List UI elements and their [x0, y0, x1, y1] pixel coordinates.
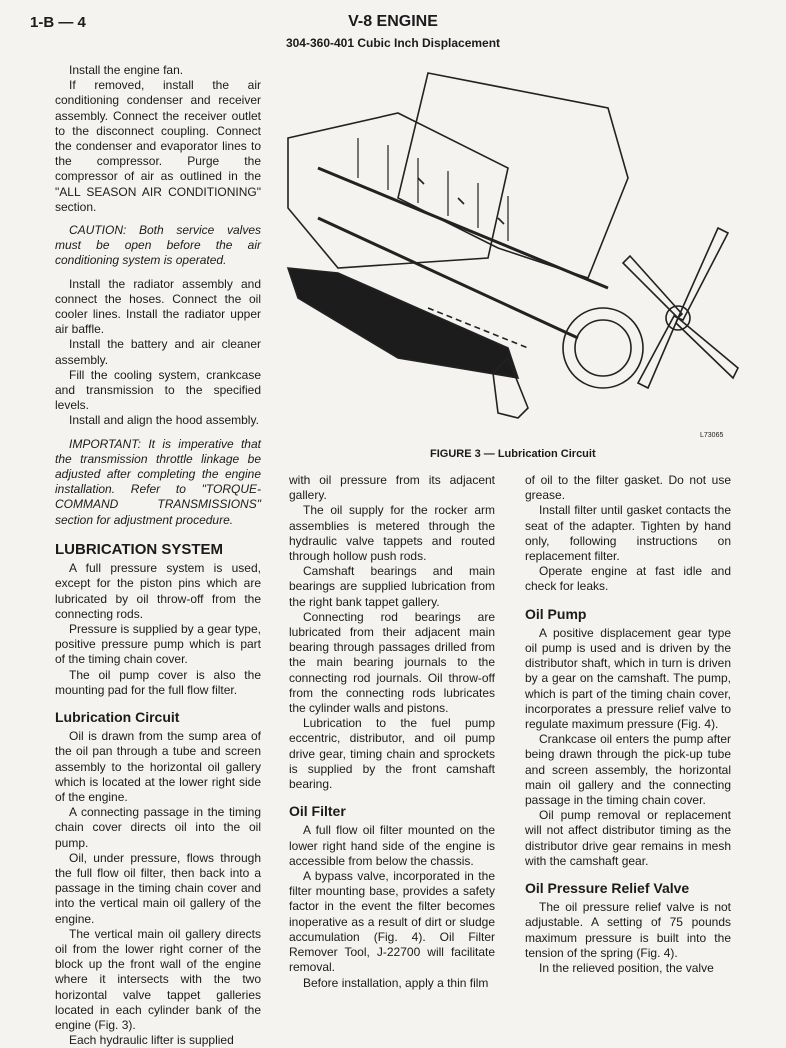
paragraph: Connecting rod bearings are lubricated from their adjacent main bearing through passages drilled from the main bearing journals to the connecting rod journals. Oil throw-off from the connecting rods lubricates the cylinder walls and pistons. — [289, 609, 495, 716]
paragraph: If removed, install the air conditioning condenser and receiver assembly. Connect the receiver outlet to the disconnect coupling. Connect the condenser and evaporator lines to the compressor. Purge the compressor of air as outlined in the "ALL SEASON AIR CONDITIONING" section. — [55, 78, 261, 214]
paragraph: Fill the cooling system, crankcase and transmission to the specified levels. — [55, 367, 261, 413]
paragraph: Oil pump removal or replacement will not affect distributor timing as the distributor drive gear remains in mesh with the camshaft gear. — [525, 808, 731, 868]
paragraph: A connecting passage in the timing chain cover directs oil into the oil pump. — [55, 805, 261, 850]
column-3 — [525, 473, 731, 976]
paragraph: Crankcase oil enters the pump after being drawn through the pick-up tube and screen assembly, the horizontal main oil gallery and the connecting passage in the timing chain cover. — [525, 732, 731, 808]
paragraph: Each hydraulic lifter is supplied — [69, 1033, 234, 1048]
cylinder-block — [288, 113, 508, 268]
caution-note: CAUTION: Both service valves must be open before the air conditioning system is operated. — [55, 223, 261, 268]
column-2 — [289, 473, 495, 991]
figure-code: L73065 — [700, 432, 724, 439]
paragraph: Install filter until gasket contacts the seat of the adapter. Tighten by hand only, following instructions on replacement filter. — [525, 503, 731, 564]
paragraph: The oil supply for the rocker arm assemblies is metered through the hydraulic valve tappets and routed through hollow push rods. — [289, 503, 495, 564]
subheading-oil-pressure-relief-valve: Oil Pressure Relief Valve — [525, 880, 690, 897]
page-number: 1-B — 4 — [30, 14, 86, 31]
paragraph: In the relieved position, the valve — [539, 961, 714, 976]
paragraph: with oil pressure from its adjacent gallery. — [289, 473, 495, 503]
paragraph: A full flow oil filter mounted on the lower right hand side of the engine is accessible from below the chassis. — [289, 823, 495, 868]
page-subtitle: 304-360-401 Cubic Inch Displacement — [285, 36, 501, 50]
paragraph: Install the battery and air cleaner assembly. — [55, 337, 261, 367]
paragraph: The oil pressure relief valve is not adjustable. A setting of 75 pounds maximum pressure is built into the tension of the spring (Fig. 4). — [525, 900, 731, 960]
paragraph: A full pressure system is used, except for the piston pins which are lubricated by oil throw-off from the connecting rods. — [55, 561, 261, 621]
subheading-oil-filter: Oil Filter — [289, 803, 346, 820]
column-1 — [55, 63, 261, 1048]
paragraph: of oil to the filter gasket. Do not use grease. — [525, 473, 731, 503]
paragraph: A positive displacement gear type oil pump is used and is driven by the distributor shaft, which in turn is driven by a gear on the camshaft. The pump, which is part of the timing chain cover, incorporates a pressure relief valve to regulate maximum pressure (Fig. 4). — [525, 625, 731, 732]
engine-lubrication-illustration — [278, 58, 748, 448]
paragraph: Install and align the hood assembly. — [69, 413, 259, 428]
paragraph: Install the engine fan. — [69, 63, 184, 77]
paragraph: Pressure is supplied by a gear type, positive pressure pump which is part of the timing chain cover. — [55, 621, 261, 667]
subheading-lubrication-circuit: Lubrication Circuit — [55, 708, 180, 725]
paragraph: The vertical main oil gallery directs oil from the lower right corner of the block up the front wall of the engine where it intersects with the two horizontal valve tappet galleries located in each cylinder bank of the engine (Fig. 3). — [55, 926, 261, 1032]
paragraph: Oil is drawn from the sump area of the oil pan through a tube and screen assembly to the horizontal oil gallery which is located at the lower right side of the engine. — [55, 729, 261, 804]
camshaft — [318, 168, 608, 288]
paragraph: Install the radiator assembly and connect the hoses. Connect the oil cooler lines. Install the radiator upper air baffle. — [55, 276, 261, 337]
paragraph: Camshaft bearings and main bearings are supplied lubrication from the right bank tappet gallery. — [289, 564, 495, 609]
subheading-oil-pump: Oil Pump — [525, 605, 587, 622]
important-note: IMPORTANT: It is imperative that the transmission throttle linkage be adjusted after completing the engine installation. Refer to "TORQUE-COMMAND TRANSMISSIONS" section for adjustment procedure. — [55, 436, 261, 527]
paragraph: Operate engine at fast idle and check for leaks. — [525, 564, 731, 594]
oil-pan — [288, 268, 518, 378]
paragraph: Before installation, apply a thin film — [303, 975, 489, 990]
paragraph: The oil pump cover is also the mounting pad for the full flow filter. — [55, 667, 261, 697]
paragraph: Lubrication to the fuel pump eccentric, distributor, and oil pump drive gear, timing chain and sprockets is supplied by the front camshaft bearing. — [289, 716, 495, 792]
paragraph: Oil, under pressure, flows through the full flow oil filter, then back into a passage in the timing chain cover and into the vertical main oil gallery of the engine. — [55, 850, 261, 926]
section-heading-lubrication-system: LUBRICATION SYSTEM — [55, 540, 224, 558]
page-title: V-8 ENGINE — [348, 13, 438, 30]
paragraph: A bypass valve, incorporated in the filter mounting base, provides a safety factor in the event the filter becomes inoperative as a result of dirt or sludge accumulation (Fig. 4). Oil Filter Remover Tool, J-22700 will facilitate removal. — [289, 869, 495, 975]
figure-caption: FIGURE 3 — Lubrication Circuit — [430, 448, 596, 460]
